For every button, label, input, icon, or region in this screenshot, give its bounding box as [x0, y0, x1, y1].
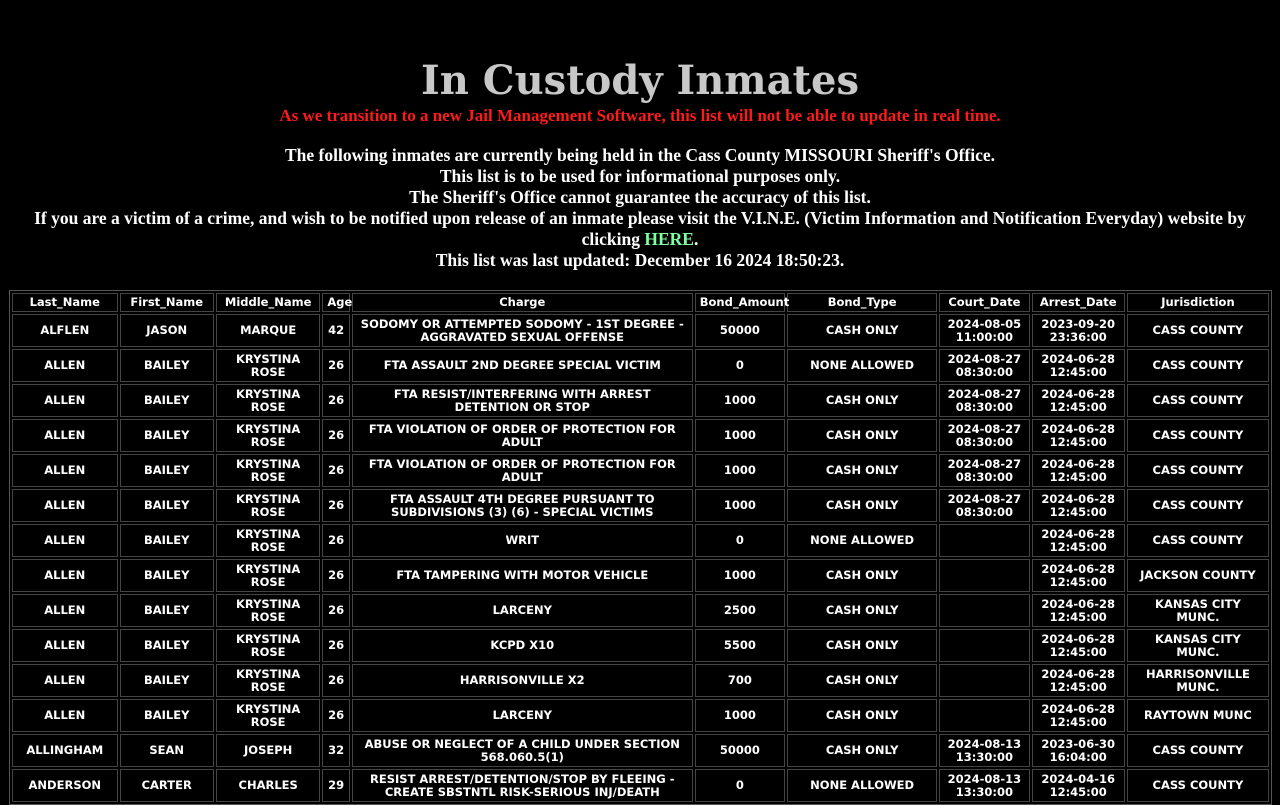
- cell-arrest-date: 2023-06-30 16:04:00: [1032, 734, 1125, 767]
- cell-bond-amount: 2500: [695, 594, 785, 627]
- cell-court-date: 2024-08-27 08:30:00: [939, 349, 1029, 382]
- transition-notice: As we transition to a new Jail Management Software, this list will not be able to update in real time.: [279, 106, 1001, 125]
- table-row: [12, 419, 1269, 452]
- cell-court-date: [939, 629, 1029, 662]
- cell-arrest-date: 2024-06-28 12:45:00: [1032, 594, 1125, 627]
- cell-age: 26: [322, 489, 349, 522]
- cell-court-date: 2024-08-27 08:30:00: [939, 384, 1029, 417]
- last-updated: This list was last updated: December 16 2024 18:50:23.: [435, 250, 845, 270]
- cell-last-name: ALLEN: [12, 454, 118, 487]
- cell-jurisdiction: CASS COUNTY: [1127, 419, 1269, 452]
- cell-first-name: BAILEY: [120, 489, 214, 522]
- cell-first-name: BAILEY: [120, 419, 214, 452]
- cell-age: 26: [322, 664, 349, 697]
- cell-court-date: 2024-08-27 08:30:00: [939, 419, 1029, 452]
- cell-jurisdiction: CASS COUNTY: [1127, 524, 1269, 557]
- cell-first-name: BAILEY: [120, 664, 214, 697]
- cell-first-name: JASON: [120, 314, 214, 347]
- table-row: [12, 594, 1269, 627]
- cell-middle-name: JOSEPH: [216, 734, 321, 767]
- cell-middle-name: KRYSTINA ROSE: [216, 664, 321, 697]
- cell-age: 26: [322, 699, 349, 732]
- cell-first-name: BAILEY: [120, 524, 214, 557]
- cell-middle-name: KRYSTINA ROSE: [216, 454, 321, 487]
- cell-charge: FTA ASSAULT 4TH DEGREE PURSUANT TO SUBDIVISIONS (3) (6) - SPECIAL VICTIMS: [352, 489, 693, 522]
- vine-suffix: .: [693, 229, 699, 249]
- header-charge: Charge: [352, 293, 693, 312]
- cell-last-name: ALLEN: [12, 594, 118, 627]
- cell-charge: SODOMY OR ATTEMPTED SODOMY - 1ST DEGREE - AGGRAVATED SEXUAL OFFENSE: [352, 314, 693, 347]
- cell-charge: ABUSE OR NEGLECT OF A CHILD UNDER SECTION 568.060.5(1): [352, 734, 693, 767]
- cell-last-name: ALLEN: [12, 559, 118, 592]
- cell-bond-type: CASH ONLY: [787, 419, 937, 452]
- cell-jurisdiction: JACKSON COUNTY: [1127, 559, 1269, 592]
- info-line-1: The following inmates are currently being held in the Cass County MISSOURI Sheriff's Office.: [284, 145, 996, 165]
- vine-text: If you are a victim of a crime, and wish to be notified upon release of an inmate please visit the V.I.N.E. (Victim Information and Notification Everyday) website by clicking: [34, 208, 1246, 249]
- table-row: [12, 524, 1269, 557]
- cell-last-name: ALLINGHAM: [12, 734, 118, 767]
- cell-arrest-date: 2024-06-28 12:45:00: [1032, 489, 1125, 522]
- cell-middle-name: KRYSTINA ROSE: [216, 629, 321, 662]
- cell-court-date: 2024-08-27 08:30:00: [939, 489, 1029, 522]
- table-body: [12, 314, 1269, 802]
- cell-bond-amount: 50000: [695, 734, 785, 767]
- header-arrest-date: Arrest_Date: [1032, 293, 1125, 312]
- cell-arrest-date: 2024-06-28 12:45:00: [1032, 384, 1125, 417]
- cell-jurisdiction: CASS COUNTY: [1127, 769, 1269, 802]
- cell-bond-amount: 1000: [695, 384, 785, 417]
- cell-bond-type: CASH ONLY: [787, 559, 937, 592]
- cell-bond-type: CASH ONLY: [787, 454, 937, 487]
- inmates-table: [9, 290, 1272, 805]
- cell-age: 26: [322, 629, 349, 662]
- cell-jurisdiction: CASS COUNTY: [1127, 384, 1269, 417]
- cell-age: 26: [322, 384, 349, 417]
- cell-bond-amount: 1000: [695, 419, 785, 452]
- cell-court-date: [939, 664, 1029, 697]
- cell-bond-amount: 1000: [695, 559, 785, 592]
- cell-jurisdiction: CASS COUNTY: [1127, 349, 1269, 382]
- cell-court-date: 2024-08-13 13:30:00: [939, 769, 1029, 802]
- cell-first-name: CARTER: [120, 769, 214, 802]
- table-row: [12, 769, 1269, 802]
- cell-jurisdiction: KANSAS CITY MUNC.: [1127, 629, 1269, 662]
- cell-charge: FTA TAMPERING WITH MOTOR VEHICLE: [352, 559, 693, 592]
- cell-last-name: ALLEN: [12, 699, 118, 732]
- cell-middle-name: KRYSTINA ROSE: [216, 594, 321, 627]
- cell-charge: KCPD X10: [352, 629, 693, 662]
- info-line-3: The Sheriff's Office cannot guarantee the accuracy of this list.: [409, 187, 871, 207]
- cell-bond-amount: 700: [695, 664, 785, 697]
- cell-first-name: BAILEY: [120, 349, 214, 382]
- header-last-name: Last_Name: [12, 293, 118, 312]
- cell-bond-type: CASH ONLY: [787, 699, 937, 732]
- header-middle-name: Middle_Name: [216, 293, 321, 312]
- header-first-name: First_Name: [120, 293, 214, 312]
- cell-court-date: [939, 559, 1029, 592]
- cell-court-date: [939, 699, 1029, 732]
- cell-charge: RESIST ARREST/DETENTION/STOP BY FLEEING - CREATE SBSTNTL RISK-SERIOUS INJ/DEATH: [352, 769, 693, 802]
- cell-bond-amount: 50000: [695, 314, 785, 347]
- inmates-table-container: [9, 290, 1272, 805]
- cell-bond-amount: 0: [695, 524, 785, 557]
- cell-last-name: ALLEN: [12, 524, 118, 557]
- info-line-2: This list is to be used for informational purposes only.: [439, 166, 841, 186]
- cell-middle-name: KRYSTINA ROSE: [216, 384, 321, 417]
- cell-first-name: BAILEY: [120, 384, 214, 417]
- cell-first-name: BAILEY: [120, 594, 214, 627]
- cell-bond-type: CASH ONLY: [787, 594, 937, 627]
- cell-charge: LARCENY: [352, 594, 693, 627]
- cell-bond-type: CASH ONLY: [787, 734, 937, 767]
- cell-first-name: SEAN: [120, 734, 214, 767]
- cell-age: 26: [322, 559, 349, 592]
- cell-bond-amount: 1000: [695, 454, 785, 487]
- cell-age: 29: [322, 769, 349, 802]
- cell-age: 42: [322, 314, 349, 347]
- cell-age: 26: [322, 454, 349, 487]
- cell-jurisdiction: CASS COUNTY: [1127, 454, 1269, 487]
- table-row: [12, 734, 1269, 767]
- cell-bond-type: CASH ONLY: [787, 314, 937, 347]
- cell-jurisdiction: CASS COUNTY: [1127, 734, 1269, 767]
- cell-bond-amount: 1000: [695, 489, 785, 522]
- cell-charge: LARCENY: [352, 699, 693, 732]
- vine-line: [10, 208, 1270, 250]
- cell-age: 26: [322, 349, 349, 382]
- cell-first-name: BAILEY: [120, 454, 214, 487]
- cell-arrest-date: 2024-06-28 12:45:00: [1032, 454, 1125, 487]
- cell-charge: WRIT: [352, 524, 693, 557]
- cell-jurisdiction: RAYTOWN MUNC: [1127, 699, 1269, 732]
- cell-middle-name: KRYSTINA ROSE: [216, 419, 321, 452]
- cell-jurisdiction: CASS COUNTY: [1127, 489, 1269, 522]
- cell-last-name: ANDERSON: [12, 769, 118, 802]
- table-row: [12, 349, 1269, 382]
- cell-court-date: 2024-08-27 08:30:00: [939, 454, 1029, 487]
- cell-bond-type: NONE ALLOWED: [787, 769, 937, 802]
- cell-bond-amount: 0: [695, 349, 785, 382]
- table-row: [12, 699, 1269, 732]
- cell-arrest-date: 2024-06-28 12:45:00: [1032, 559, 1125, 592]
- cell-bond-type: NONE ALLOWED: [787, 524, 937, 557]
- table-row: [12, 559, 1269, 592]
- cell-bond-amount: 5500: [695, 629, 785, 662]
- cell-arrest-date: 2024-04-16 12:45:00: [1032, 769, 1125, 802]
- cell-jurisdiction: KANSAS CITY MUNC.: [1127, 594, 1269, 627]
- cell-arrest-date: 2024-06-28 12:45:00: [1032, 629, 1125, 662]
- cell-last-name: ALLEN: [12, 489, 118, 522]
- cell-middle-name: KRYSTINA ROSE: [216, 489, 321, 522]
- header-bond-type: Bond_Type: [787, 293, 937, 312]
- cell-middle-name: KRYSTINA ROSE: [216, 699, 321, 732]
- header-court-date: Court_Date: [939, 293, 1029, 312]
- cell-bond-type: CASH ONLY: [787, 384, 937, 417]
- table-row: [12, 629, 1269, 662]
- table-row: [12, 314, 1269, 347]
- cell-bond-type: CASH ONLY: [787, 664, 937, 697]
- cell-charge: HARRISONVILLE X2: [352, 664, 693, 697]
- cell-charge: FTA ASSAULT 2ND DEGREE SPECIAL VICTIM: [352, 349, 693, 382]
- cell-middle-name: KRYSTINA ROSE: [216, 524, 321, 557]
- cell-middle-name: KRYSTINA ROSE: [216, 349, 321, 382]
- header-bond-amount: Bond_Amount: [695, 293, 785, 312]
- cell-arrest-date: 2024-06-28 12:45:00: [1032, 419, 1125, 452]
- table-row: [12, 384, 1269, 417]
- cell-bond-amount: 0: [695, 769, 785, 802]
- cell-charge: FTA VIOLATION OF ORDER OF PROTECTION FOR ADULT: [352, 419, 693, 452]
- cell-last-name: ALLEN: [12, 664, 118, 697]
- cell-arrest-date: 2024-06-28 12:45:00: [1032, 349, 1125, 382]
- cell-arrest-date: 2024-06-28 12:45:00: [1032, 699, 1125, 732]
- cell-age: 26: [322, 419, 349, 452]
- cell-middle-name: CHARLES: [216, 769, 321, 802]
- cell-last-name: ALLEN: [12, 349, 118, 382]
- cell-age: 32: [322, 734, 349, 767]
- table-row: [12, 454, 1269, 487]
- cell-charge: FTA RESIST/INTERFERING WITH ARREST DETENTION OR STOP: [352, 384, 693, 417]
- cell-last-name: ALLEN: [12, 629, 118, 662]
- cell-middle-name: MARQUE: [216, 314, 321, 347]
- table-row: [12, 489, 1269, 522]
- cell-age: 26: [322, 594, 349, 627]
- cell-court-date: 2024-08-05 11:00:00: [939, 314, 1029, 347]
- table-row: [12, 664, 1269, 697]
- cell-arrest-date: 2023-09-20 23:36:00: [1032, 314, 1125, 347]
- cell-court-date: 2024-08-13 13:30:00: [939, 734, 1029, 767]
- cell-bond-type: CASH ONLY: [787, 629, 937, 662]
- cell-bond-amount: 1000: [695, 699, 785, 732]
- cell-age: 26: [322, 524, 349, 557]
- cell-last-name: ALFLEN: [12, 314, 118, 347]
- cell-first-name: BAILEY: [120, 559, 214, 592]
- cell-last-name: ALLEN: [12, 419, 118, 452]
- header-age: Age: [322, 293, 349, 312]
- cell-bond-type: CASH ONLY: [787, 489, 937, 522]
- cell-arrest-date: 2024-06-28 12:45:00: [1032, 524, 1125, 557]
- info-block: [10, 145, 1270, 271]
- page-title: In Custody Inmates: [421, 56, 859, 104]
- cell-jurisdiction: CASS COUNTY: [1127, 314, 1269, 347]
- cell-first-name: BAILEY: [120, 629, 214, 662]
- cell-arrest-date: 2024-06-28 12:45:00: [1032, 664, 1125, 697]
- header-jurisdiction: Jurisdiction: [1127, 293, 1269, 312]
- cell-court-date: [939, 594, 1029, 627]
- cell-bond-type: NONE ALLOWED: [787, 349, 937, 382]
- table-header-row: [12, 293, 1269, 312]
- cell-court-date: [939, 524, 1029, 557]
- vine-here-link[interactable]: HERE: [644, 229, 694, 249]
- cell-middle-name: KRYSTINA ROSE: [216, 559, 321, 592]
- cell-first-name: BAILEY: [120, 699, 214, 732]
- cell-jurisdiction: HARRISONVILLE MUNC.: [1127, 664, 1269, 697]
- cell-last-name: ALLEN: [12, 384, 118, 417]
- cell-charge: FTA VIOLATION OF ORDER OF PROTECTION FOR ADULT: [352, 454, 693, 487]
